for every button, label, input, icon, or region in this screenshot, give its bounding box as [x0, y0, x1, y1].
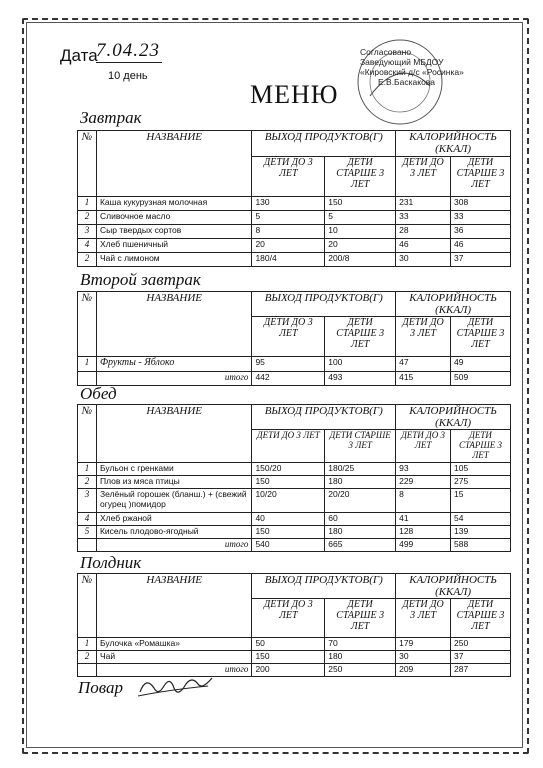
- col-num: №: [78, 574, 97, 638]
- breakfast-table: [77, 130, 511, 267]
- approval-block: [360, 47, 464, 87]
- col-name: НАЗВАНИЕ: [96, 574, 251, 638]
- table-row: 4 Хлеб ржаной 40 60 41 54: [78, 513, 511, 526]
- col-num: №: [78, 131, 97, 197]
- approval-line: «Кировский д/с «Росинка»: [360, 67, 464, 77]
- col-under3: ДЕТИ ДО 3 ЛЕТ: [252, 157, 325, 197]
- table-row: 4 Хлеб пшеничный 20 20 46 46: [78, 239, 511, 253]
- col-cal-over3: ДЕТИ СТАРШЕ 3 ЛЕТ: [451, 317, 511, 357]
- col-calories: КАЛОРИЙНОСТЬ (ККАЛ): [396, 292, 511, 317]
- lunch-table: [77, 404, 511, 552]
- table-row: 2 Чай с лимоном 180/4 200/8 30 37: [78, 253, 511, 267]
- col-name: НАЗВАНИЕ: [96, 405, 251, 463]
- col-under3: ДЕТИ ДО 3 ЛЕТ: [252, 599, 325, 638]
- col-cal-under3: ДЕТИ ДО 3 ЛЕТ: [396, 317, 451, 357]
- col-output: ВЫХОД ПРОДУКТОВ(Г): [252, 405, 396, 430]
- table-row: 2 Сливочное масло 5 5 33 33: [78, 211, 511, 225]
- col-cal-over3: ДЕТИ СТАРШЕ 3 ЛЕТ: [451, 599, 511, 638]
- col-over3: ДЕТИ СТАРШЕ 3 ЛЕТ: [325, 430, 396, 463]
- snack-table: [77, 573, 511, 677]
- col-name: НАЗВАНИЕ: [96, 292, 251, 357]
- total-row: итого 200 250 209 287: [78, 664, 511, 677]
- col-calories: КАЛОРИЙНОСТЬ (ККАЛ): [396, 574, 511, 599]
- page-title: МЕНЮ: [250, 80, 339, 109]
- section-title-second-breakfast: Второй завтрак: [80, 270, 201, 289]
- second-breakfast-table: [77, 291, 511, 386]
- table-row: 5 Кисель плодово-ягодный 150 180 128 139: [78, 526, 511, 539]
- date-value: 7.04.23: [96, 40, 160, 61]
- table-row: 2 Плов из мяса птицы 150 180 229 275: [78, 476, 511, 489]
- table-row: 2 Чай 150 180 30 37: [78, 651, 511, 664]
- col-over3: ДЕТИ СТАРШЕ 3 ЛЕТ: [325, 157, 396, 197]
- col-calories: КАЛОРИЙНОСТЬ (ККАЛ): [396, 131, 511, 157]
- cook-label: Повар: [78, 678, 124, 697]
- approval-line: Заведующий МБДОУ: [360, 57, 444, 67]
- table-row: 3 Сыр твердых сортов 8 10 28 36: [78, 225, 511, 239]
- approval-line: Согласовано: [360, 47, 412, 57]
- col-output: ВЫХОД ПРОДУКТОВ(Г): [252, 292, 396, 317]
- table-row: 1 Булочка «Ромашка» 50 70 179 250: [78, 638, 511, 651]
- col-under3: ДЕТИ ДО 3 ЛЕТ: [252, 430, 325, 463]
- col-cal-under3: ДЕТИ ДО 3 ЛЕТ: [396, 599, 451, 638]
- col-cal-under3: ДЕТИ ДО 3 ЛЕТ: [396, 430, 451, 463]
- total-row: итого 540 665 499 588: [78, 539, 511, 552]
- col-output: ВЫХОД ПРОДУКТОВ(Г): [252, 574, 396, 599]
- section-title-lunch: Обед: [80, 384, 117, 403]
- section-title-breakfast: Завтрак: [80, 108, 142, 127]
- col-output: ВЫХОД ПРОДУКТОВ(Г): [252, 131, 396, 157]
- table-row: 3 Зелёный горошек (бланш.) + (свежий огурец )помидор 10/20 20/20 8 15: [78, 489, 511, 513]
- total-row: итого 442 493 415 509: [78, 372, 511, 386]
- col-cal-over3: ДЕТИ СТАРШЕ 3 ЛЕТ: [451, 430, 511, 463]
- section-title-snack: Полдник: [80, 553, 142, 572]
- approval-line: Е.В.Баскакова: [378, 77, 435, 87]
- table-row: 1 Каша кукурузная молочная 130 150 231 308: [78, 197, 511, 211]
- col-under3: ДЕТИ ДО 3 ЛЕТ: [252, 317, 325, 357]
- col-cal-under3: ДЕТИ ДО 3 ЛЕТ: [396, 157, 451, 197]
- col-num: №: [78, 292, 97, 357]
- col-over3: ДЕТИ СТАРШЕ 3 ЛЕТ: [325, 599, 396, 638]
- table-row: 1 Бульон с гренками 150/20 180/25 93 105: [78, 463, 511, 476]
- col-num: №: [78, 405, 97, 463]
- table-row: 1 Фрукты - Яблоко 95 100 47 49: [78, 357, 511, 372]
- col-name: НАЗВАНИЕ: [96, 131, 251, 197]
- col-cal-over3: ДЕТИ СТАРШЕ 3 ЛЕТ: [451, 157, 511, 197]
- col-calories: КАЛОРИЙНОСТЬ (ККАЛ): [396, 405, 511, 430]
- cook-signature: [136, 672, 216, 702]
- col-over3: ДЕТИ СТАРШЕ 3 ЛЕТ: [325, 317, 396, 357]
- day-number: 10 день: [108, 70, 148, 82]
- date-label: Дата: [60, 46, 98, 65]
